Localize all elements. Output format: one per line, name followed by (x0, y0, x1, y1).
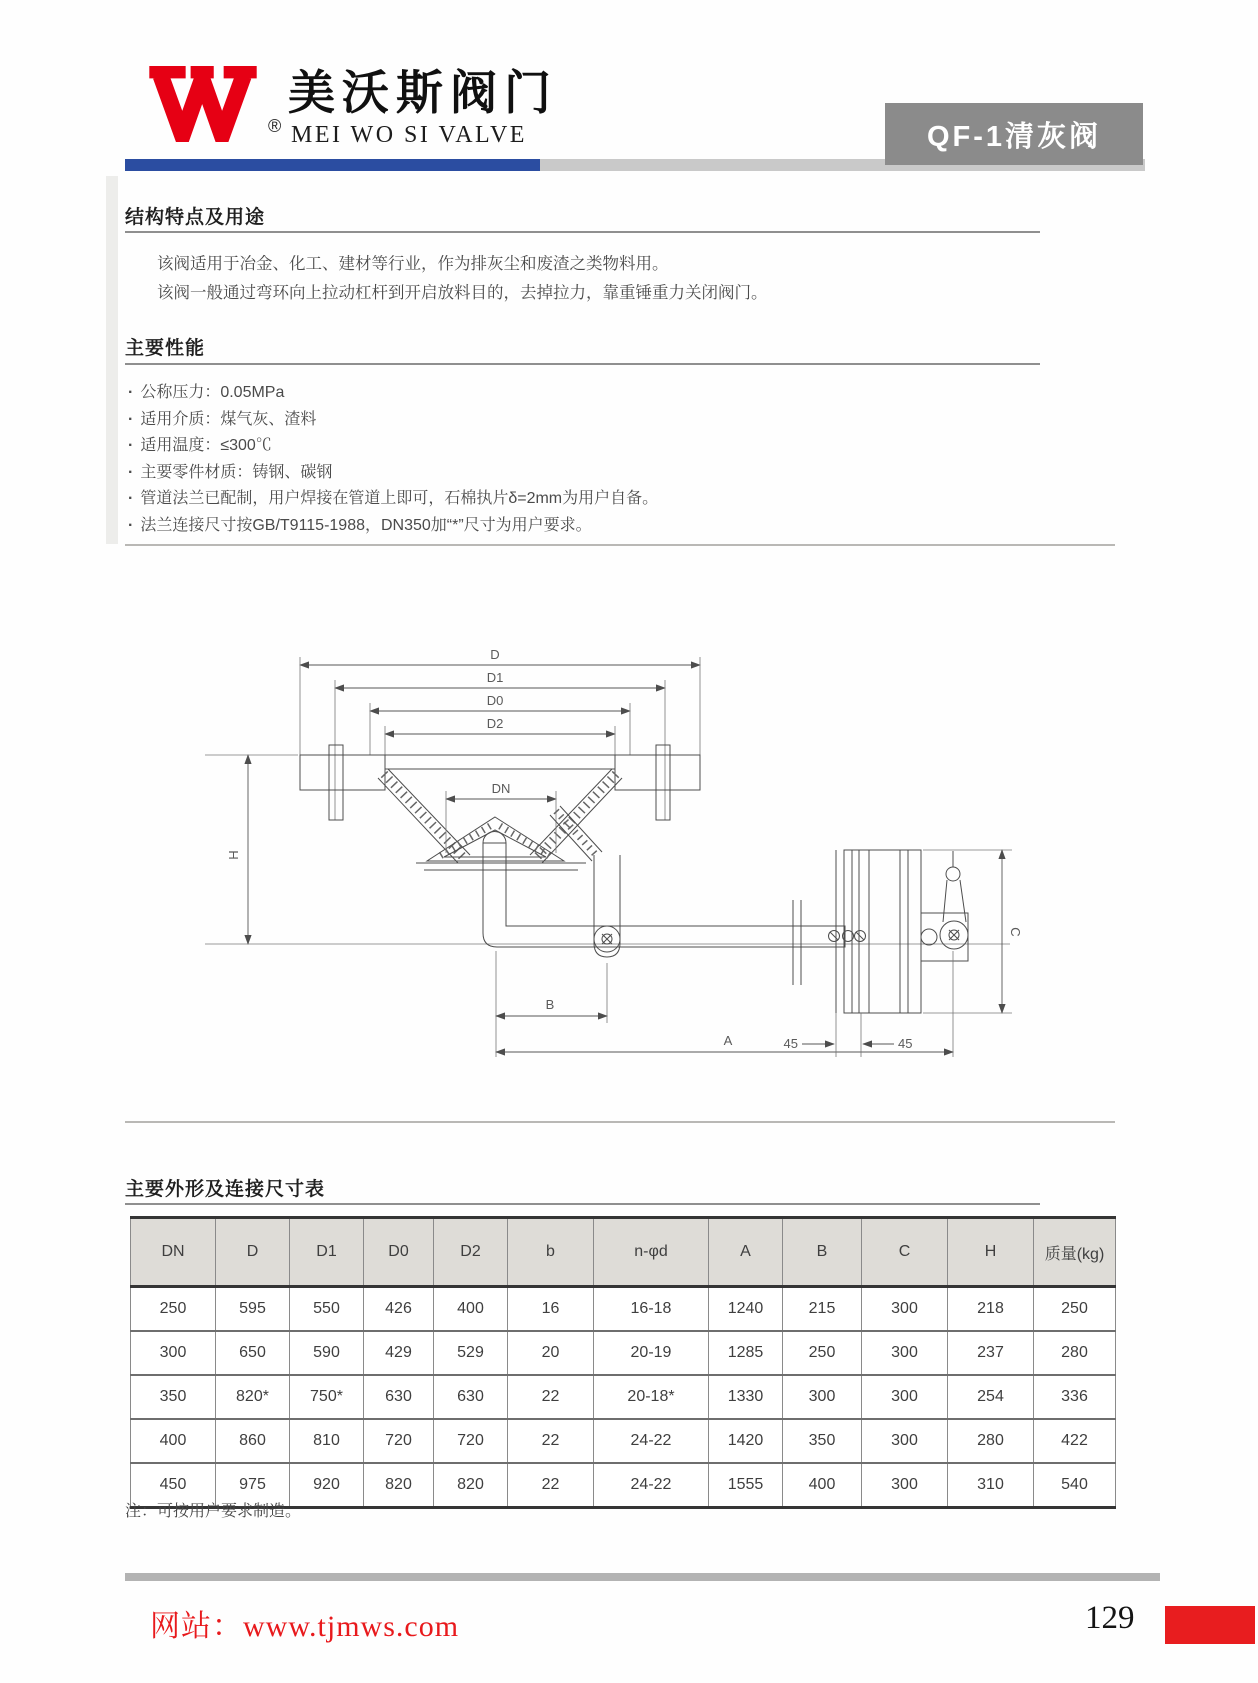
performance-list (128, 380, 1028, 539)
table-cell: 400 (434, 1287, 508, 1332)
features-title: 结构特点及用途 (125, 207, 266, 228)
logo-w-icon (138, 66, 268, 142)
table-cell: 20-19 (594, 1331, 709, 1375)
table-cell: 810 (290, 1419, 364, 1463)
table-cell: 336 (1034, 1375, 1116, 1419)
dim-label-45-right: 45 (898, 1036, 913, 1051)
performance-item: · 适用介质：煤气灰、渣料 (128, 407, 1028, 434)
footer-rule (125, 1573, 1160, 1581)
column-header: A (709, 1218, 783, 1287)
table-cell: 254 (948, 1375, 1034, 1419)
table-cell: 250 (783, 1331, 862, 1375)
left-margin-strip (106, 176, 118, 544)
dim-label-D1: D1 (486, 670, 504, 685)
performance-underline (125, 363, 1040, 365)
table-cell: 16-18 (594, 1287, 709, 1332)
table-cell: 422 (1034, 1419, 1116, 1463)
table-cell: 720 (364, 1419, 434, 1463)
table-cell: 820* (216, 1375, 290, 1419)
table-cell: 1420 (709, 1419, 783, 1463)
table-cell: 920 (290, 1463, 364, 1508)
table-cell: 300 (862, 1463, 948, 1508)
table-cell: 24-22 (594, 1463, 709, 1508)
table-header-row (131, 1218, 1116, 1287)
valve-cone (427, 817, 564, 861)
dimension-DN (446, 781, 556, 853)
table-cell: 215 (783, 1287, 862, 1332)
table-cell: 1285 (709, 1331, 783, 1375)
dim-label-D2: D2 (486, 716, 504, 731)
table-cell: 426 (364, 1287, 434, 1332)
dimension-C (923, 850, 1023, 1013)
table-title: 主要外形及连接尺寸表 (125, 1179, 326, 1200)
table-cell: 280 (1034, 1331, 1116, 1375)
registered-mark: ® (268, 116, 282, 136)
table-cell: 300 (862, 1375, 948, 1419)
features-paragraph-2: 该阀一般通过弯环向上拉动杠杆到开启放料目的，去掉拉力，靠重锤重力关闭阀门。 (157, 284, 768, 302)
features-underline (125, 231, 1040, 233)
table-cell: 218 (948, 1287, 1034, 1332)
table-cell: 20 (508, 1331, 594, 1375)
column-header: D0 (364, 1218, 434, 1287)
table-cell: 550 (290, 1287, 364, 1332)
column-header: B (783, 1218, 862, 1287)
column-header: 质量(kg) (1034, 1218, 1116, 1287)
page-number: 129 (1085, 1600, 1135, 1636)
performance-item: · 管道法兰已配制，用户焊接在管道上即可，石棉执片δ=2mm为用户自备。 (128, 486, 1028, 513)
dim-label-D: D (490, 647, 500, 662)
footer-website: 网站：www.tjmws.com (150, 1610, 460, 1643)
table-row (131, 1419, 1116, 1463)
table-cell: 300 (783, 1375, 862, 1419)
column-header: H (948, 1218, 1034, 1287)
table-cell: 237 (948, 1331, 1034, 1375)
table-cell: 22 (508, 1419, 594, 1463)
table-cell: 860 (216, 1419, 290, 1463)
table-cell: 1330 (709, 1375, 783, 1419)
column-header: D1 (290, 1218, 364, 1287)
brand-name-en: MEI WO SI VALVE (291, 122, 527, 148)
table-cell: 250 (1034, 1287, 1116, 1332)
table-row (131, 1375, 1116, 1419)
counterweight (829, 850, 969, 1013)
dim-label-H: H (226, 850, 241, 860)
table-cell: 300 (862, 1287, 948, 1332)
table-row (131, 1331, 1116, 1375)
dim-label-DN: DN (491, 781, 511, 796)
table-cell: 400 (131, 1419, 216, 1463)
table-cell: 22 (508, 1463, 594, 1508)
table-row (131, 1287, 1116, 1332)
table-cell: 630 (364, 1375, 434, 1419)
table-cell: 16 (508, 1287, 594, 1332)
table-cell: 24-22 (594, 1419, 709, 1463)
table-cell: 1555 (709, 1463, 783, 1508)
table-cell: 350 (783, 1419, 862, 1463)
valve-technical-drawing (150, 595, 1030, 1070)
table-cell: 20-18* (594, 1375, 709, 1419)
table-cell: 650 (216, 1331, 290, 1375)
table-cell: 350 (131, 1375, 216, 1419)
performance-item: · 主要零件材质：铸钢、碳钢 (128, 460, 1028, 487)
column-header: DN (131, 1218, 216, 1287)
dim-label-C: C (1008, 927, 1023, 937)
performance-title: 主要性能 (125, 338, 206, 359)
table-cell: 22 (508, 1375, 594, 1419)
table-cell: 300 (862, 1419, 948, 1463)
table-cell: 540 (1034, 1463, 1116, 1508)
dim-label-B: B (545, 997, 555, 1012)
product-badge: QF-1清灰阀 (885, 103, 1143, 165)
company-logo (138, 66, 268, 142)
table-cell: 250 (131, 1287, 216, 1332)
table-cell: 300 (862, 1331, 948, 1375)
table-cell: 429 (364, 1331, 434, 1375)
divider-bottom (125, 1121, 1115, 1123)
table-cell: 590 (290, 1331, 364, 1375)
performance-item: · 适用温度：≤300℃ (128, 433, 1028, 460)
dimensions-table (130, 1216, 1116, 1509)
header-rule-blue (125, 159, 540, 171)
table-cell: 450 (131, 1463, 216, 1508)
column-header: D2 (434, 1218, 508, 1287)
performance-item: · 法兰连接尺寸按GB/T9115-1988，DN350加“*”尺寸为用户要求。 (128, 513, 1028, 540)
divider-top (125, 544, 1115, 546)
table-cell: 975 (216, 1463, 290, 1508)
table-cell: 310 (948, 1463, 1034, 1508)
features-paragraphs (157, 250, 1037, 308)
dim-label-45-left: 45 (783, 1036, 798, 1051)
footer-red-block (1165, 1606, 1255, 1644)
dim-label-A: A (723, 1033, 733, 1048)
table-cell: 280 (948, 1419, 1034, 1463)
table-cell: 595 (216, 1287, 290, 1332)
lever-arm (483, 832, 845, 948)
column-header: n-φd (594, 1218, 709, 1287)
table-cell: 1240 (709, 1287, 783, 1332)
brand-name-cn: 美沃斯阀门 (288, 68, 558, 120)
dim-label-D0: D0 (486, 693, 504, 708)
table-cell: 300 (131, 1331, 216, 1375)
table-cell: 750* (290, 1375, 364, 1419)
column-header: D (216, 1218, 290, 1287)
table-cell: 720 (434, 1419, 508, 1463)
table-cell: 820 (434, 1463, 508, 1508)
column-header: C (862, 1218, 948, 1287)
dimensions-bottom (496, 951, 953, 1057)
table-cell: 630 (434, 1375, 508, 1419)
table-cell: 820 (364, 1463, 434, 1508)
table-cell: 529 (434, 1331, 508, 1375)
table-underline (125, 1203, 1040, 1205)
performance-item: · 公称压力：0.05MPa (128, 380, 1028, 407)
table-cell: 400 (783, 1463, 862, 1508)
table-note: 注：可按用户要求制造。 (125, 1503, 302, 1520)
column-header: b (508, 1218, 594, 1287)
lever-coupling (793, 900, 801, 985)
features-paragraph-1: 该阀适用于冶金、化工、建材等行业，作为排灰尘和废渣之类物料用。 (157, 255, 669, 273)
